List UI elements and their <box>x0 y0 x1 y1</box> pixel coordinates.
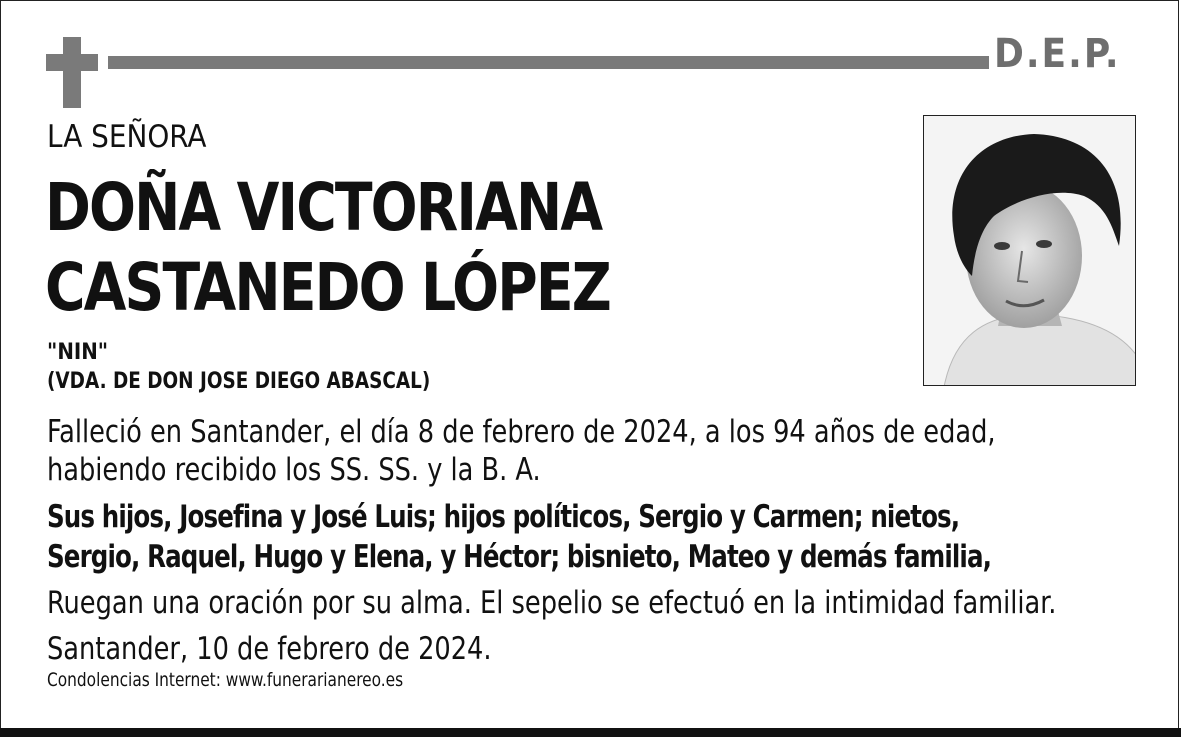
condolences-link[interactable]: Condolencias Internet: www.funerarianereo.es <box>47 669 404 691</box>
bottom-rule <box>0 728 1181 737</box>
family-line2: Sergio, Raquel, Hugo y Elena, y Héctor; bisnieto, Mateo y demás familia, <box>47 539 992 575</box>
deceased-name-line1: DOÑA VICTORIANA <box>45 169 602 246</box>
header-rule <box>108 56 989 69</box>
title-label: LA SEÑORA <box>47 119 207 155</box>
death-info-line1: Falleció en Santander, el día 8 de febrero de 2024, a los 94 años de edad, <box>47 414 996 450</box>
portrait-photo <box>923 115 1136 386</box>
prayer-request: Ruegan una oración por su alma. El sepelio se efectuó en la intimidad familiar. <box>47 585 1057 621</box>
cross-icon <box>63 37 81 108</box>
cross-icon-bar <box>46 54 98 71</box>
family-line1: Sus hijos, Josefina y José Luis; hijos políticos, Sergio y Carmen; nietos, <box>47 499 960 535</box>
place-date: Santander, 10 de febrero de 2024. <box>47 631 492 667</box>
death-info-line2: habiendo recibido los SS. SS. y la B. A. <box>47 452 541 488</box>
dep-label: D.E.P. <box>994 31 1121 77</box>
deceased-name-line2: CASTANEDO LÓPEZ <box>45 249 610 326</box>
widow-of: (VDA. DE DON JOSE DIEGO ABASCAL) <box>47 369 431 394</box>
nickname: "NIN" <box>47 340 109 365</box>
